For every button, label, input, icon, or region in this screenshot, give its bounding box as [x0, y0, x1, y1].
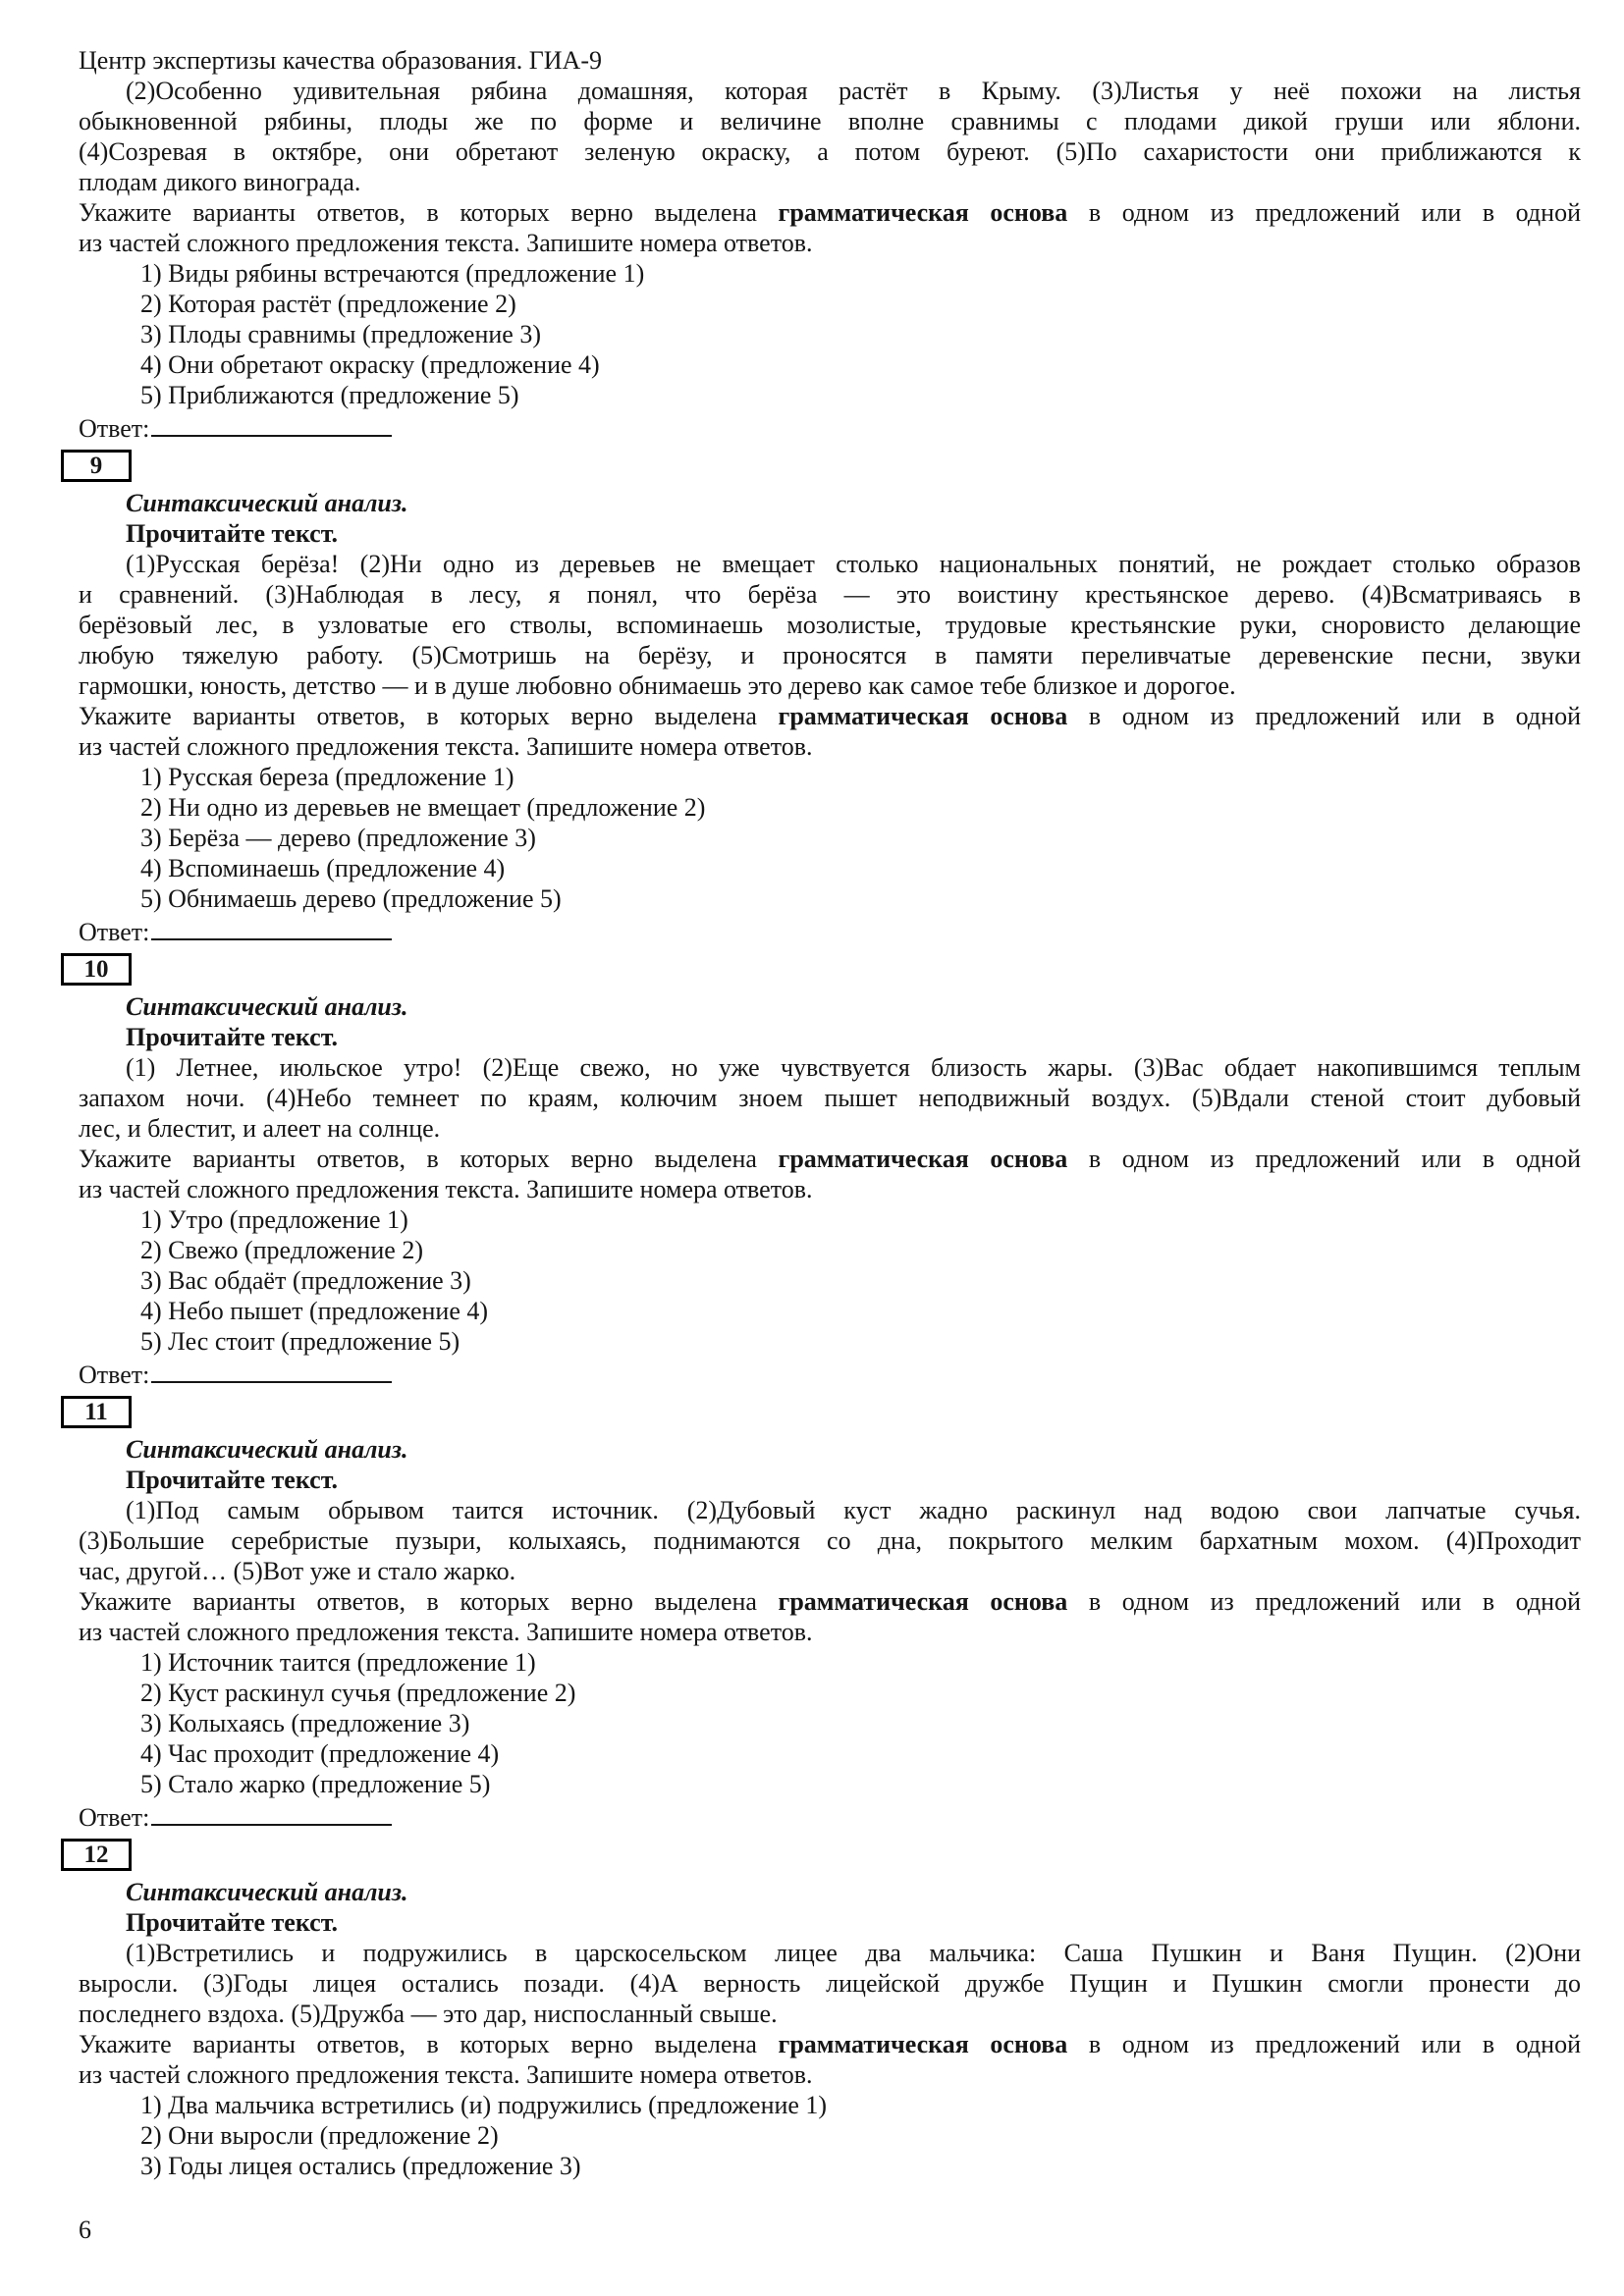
reading-text-line: последнего вздоха. (5)Дружба — это дар, ниспосланный свыше. — [79, 2000, 778, 2028]
task-prompt-line: из частей сложного предложения текста. Запишите номера ответов. — [79, 229, 813, 257]
read-instruction: Прочитайте текст. — [126, 1023, 339, 1051]
option-item: 1) Виды рябины встречаются (предложение 1) — [140, 259, 645, 288]
option-item: 4) Небо пышет (предложение 4) — [140, 1297, 489, 1325]
prompt-text: в одном из предложений или в одной — [1067, 1587, 1581, 1616]
question-8-section — [79, 76, 1581, 444]
task-prompt-line — [79, 197, 1581, 228]
prompt-bold-term: грамматическая основа — [778, 1587, 1068, 1616]
option-item: 4) Вспоминаешь (предложение 4) — [140, 854, 506, 882]
page-number: 6 — [79, 2216, 91, 2244]
reading-text-line: час, другой… (5)Вот уже и стало жарко. — [79, 1557, 516, 1585]
task-prompt-line: из частей сложного предложения текста. Запишите номера ответов. — [79, 1175, 813, 1203]
reading-text-line: гармошки, юность, детство — и в душе любовно обнимаешь это дерево как самое тебе близкое и дорогое. — [79, 671, 1236, 700]
option-item: 3) Плоды сравнимы (предложение 3) — [140, 320, 541, 348]
question-number-box — [61, 953, 132, 986]
answer-label: Ответ: — [79, 918, 150, 946]
task-prompt-line — [79, 1144, 1581, 1174]
option-item: 2) Которая растёт (предложение 2) — [140, 290, 516, 318]
option-item: 3) Вас обдаёт (предложение 3) — [140, 1266, 471, 1295]
reading-text-line: (1)Встретились и подружились в царскосельском лицее два мальчика: Саша Пушкин и Ваня Пущин. (2)Они — [126, 1939, 1581, 1967]
reading-text-line: запахом ночи. (4)Небо темнеет по краям, колючим зноем пышет неподвижный воздух. (5)Вдали стеной стоит дубовый — [79, 1084, 1581, 1112]
reading-text-line: берёзовый лес, в узловатые его стволы, вспоминаешь мозолистые, трудовые крестьянские руки, сноровисто делающие — [79, 611, 1581, 639]
prompt-bold-term: грамматическая основа — [778, 2030, 1068, 2058]
reading-text-line: (1)Русская берёза! (2)Ни одно из деревьев не вмещает столько национальных понятий, не рождает столько образов — [126, 550, 1581, 578]
reading-text-line: лес, и блестит, и алеет на солнце. — [79, 1114, 441, 1143]
page-header: Центр экспертизы качества образования. ГИА-9 — [79, 46, 602, 75]
question-number: 12 — [83, 1842, 109, 1868]
prompt-bold-term: грамматическая основа — [778, 1145, 1068, 1173]
reading-text-line: выросли. (3)Годы лицея остались позади. (4)А верность лицейской дружбе Пущин и Пушкин смогли пронести до — [79, 1969, 1581, 1998]
answer-blank — [151, 1799, 392, 1826]
question-number-box — [61, 1839, 132, 1871]
task-prompt-line — [79, 701, 1581, 731]
reading-text-line: и сравнений. (3)Наблюдая в лесу, я понял, что берёза — это воистину крестьянское дерево. (4)Всматриваясь в — [79, 580, 1581, 609]
answer-row — [79, 914, 1581, 947]
option-item: 5) Стало жарко (предложение 5) — [140, 1770, 491, 1798]
answer-label: Ответ: — [79, 1361, 150, 1389]
option-item: 4) Они обретают окраску (предложение 4) — [140, 350, 600, 379]
option-item: 2) Свежо (предложение 2) — [140, 1236, 423, 1264]
answer-blank — [151, 1357, 392, 1383]
answer-label: Ответ: — [79, 1803, 150, 1832]
answer-blank — [151, 914, 392, 940]
question-10-section — [79, 991, 1581, 1390]
reading-text-line: (2)Особенно удивительная рябина домашняя, которая растёт в Крыму. (3)Листья у неё похожи на листья — [126, 77, 1581, 105]
option-item: 3) Годы лицея остались (предложение 3) — [140, 2152, 581, 2180]
option-item: 1) Утро (предложение 1) — [140, 1205, 408, 1234]
prompt-text: Укажите варианты ответов, в которых верно выделена — [79, 1587, 779, 1616]
answer-label: Ответ: — [79, 414, 150, 443]
task-prompt-line: из частей сложного предложения текста. Запишите номера ответов. — [79, 2060, 813, 2089]
option-item: 4) Час проходит (предложение 4) — [140, 1739, 500, 1768]
answer-blank — [151, 410, 392, 437]
reading-text-line: плодам дикого винограда. — [79, 168, 361, 196]
task-title: Синтаксический анализ. — [126, 992, 408, 1021]
task-prompt-line — [79, 2029, 1581, 2059]
read-instruction: Прочитайте текст. — [126, 1908, 339, 1937]
prompt-text: Укажите варианты ответов, в которых верно выделена — [79, 1145, 779, 1173]
option-item: 3) Берёза — дерево (предложение 3) — [140, 824, 536, 852]
prompt-text: Укажите варианты ответов, в которых верно выделена — [79, 198, 779, 227]
question-9-section — [79, 488, 1581, 947]
reading-text-line: любую тяжелую работу. (5)Смотришь на берёзу, и проносятся в памяти переливчатые деревенские песни, звуки — [79, 641, 1581, 669]
prompt-bold-term: грамматическая основа — [778, 702, 1068, 730]
reading-text-line: обыкновенной рябины, плоды же по форме и величине вполне сравнимы с плодами дикой груши или яблони. — [79, 107, 1581, 135]
option-item: 2) Ни одно из деревьев не вмещает (предложение 2) — [140, 793, 706, 822]
option-item: 1) Два мальчика встретились (и) подружились (предложение 1) — [140, 2091, 828, 2119]
question-11-section — [79, 1434, 1581, 1833]
read-instruction: Прочитайте текст. — [126, 519, 339, 548]
reading-text-line: (1)Под самым обрывом таится источник. (2)Дубовый куст жадно раскинул над водою свои лапчатые сучья. — [126, 1496, 1581, 1524]
option-item: 2) Куст раскинул сучья (предложение 2) — [140, 1679, 576, 1707]
option-item: 1) Русская береза (предложение 1) — [140, 763, 514, 791]
prompt-bold-term: грамматическая основа — [778, 198, 1068, 227]
task-prompt-line: из частей сложного предложения текста. Запишите номера ответов. — [79, 1618, 813, 1646]
task-prompt-line: из частей сложного предложения текста. Запишите номера ответов. — [79, 732, 813, 761]
reading-text-line: (3)Большие серебристые пузыри, колыхаясь, поднимаются со дна, покрытого мелким бархатным мохом. (4)Проходит — [79, 1526, 1581, 1555]
option-item: 2) Они выросли (предложение 2) — [140, 2121, 499, 2150]
question-number: 11 — [84, 1399, 108, 1425]
prompt-text: в одном из предложений или в одной — [1067, 702, 1581, 730]
task-prompt-line — [79, 1586, 1581, 1617]
prompt-text: в одном из предложений или в одной — [1067, 198, 1581, 227]
option-item: 5) Приближаются (предложение 5) — [140, 381, 519, 409]
answer-row — [79, 410, 1581, 444]
task-title: Синтаксический анализ. — [126, 1435, 408, 1464]
option-item: 5) Обнимаешь дерево (предложение 5) — [140, 884, 562, 913]
reading-text-line: (4)Созревая в октябре, они обретают зеленую окраску, а потом буреют. (5)По сахаристости они приближаются к — [79, 137, 1581, 166]
reading-text-line: (1) Летнее, июльское утро! (2)Еще свежо, но уже чувствуется близость жары. (3)Вас обдает накопившимся теплым — [126, 1053, 1581, 1082]
read-instruction: Прочитайте текст. — [126, 1466, 339, 1494]
prompt-text: в одном из предложений или в одной — [1067, 1145, 1581, 1173]
prompt-text: в одном из предложений или в одной — [1067, 2030, 1581, 2058]
question-number-box — [61, 1396, 132, 1428]
task-title: Синтаксический анализ. — [126, 489, 408, 517]
question-number: 10 — [83, 956, 109, 983]
question-number-box — [61, 450, 132, 482]
prompt-text: Укажите варианты ответов, в которых верно выделена — [79, 702, 779, 730]
question-12-section — [79, 1877, 1581, 2181]
prompt-text: Укажите варианты ответов, в которых верно выделена — [79, 2030, 779, 2058]
option-item: 1) Источник таится (предложение 1) — [140, 1648, 536, 1677]
answer-row — [79, 1799, 1581, 1833]
option-item: 3) Колыхаясь (предложение 3) — [140, 1709, 470, 1737]
task-title: Синтаксический анализ. — [126, 1878, 408, 1906]
question-number: 9 — [89, 453, 103, 479]
answer-row — [79, 1357, 1581, 1390]
option-item: 5) Лес стоит (предложение 5) — [140, 1327, 460, 1356]
